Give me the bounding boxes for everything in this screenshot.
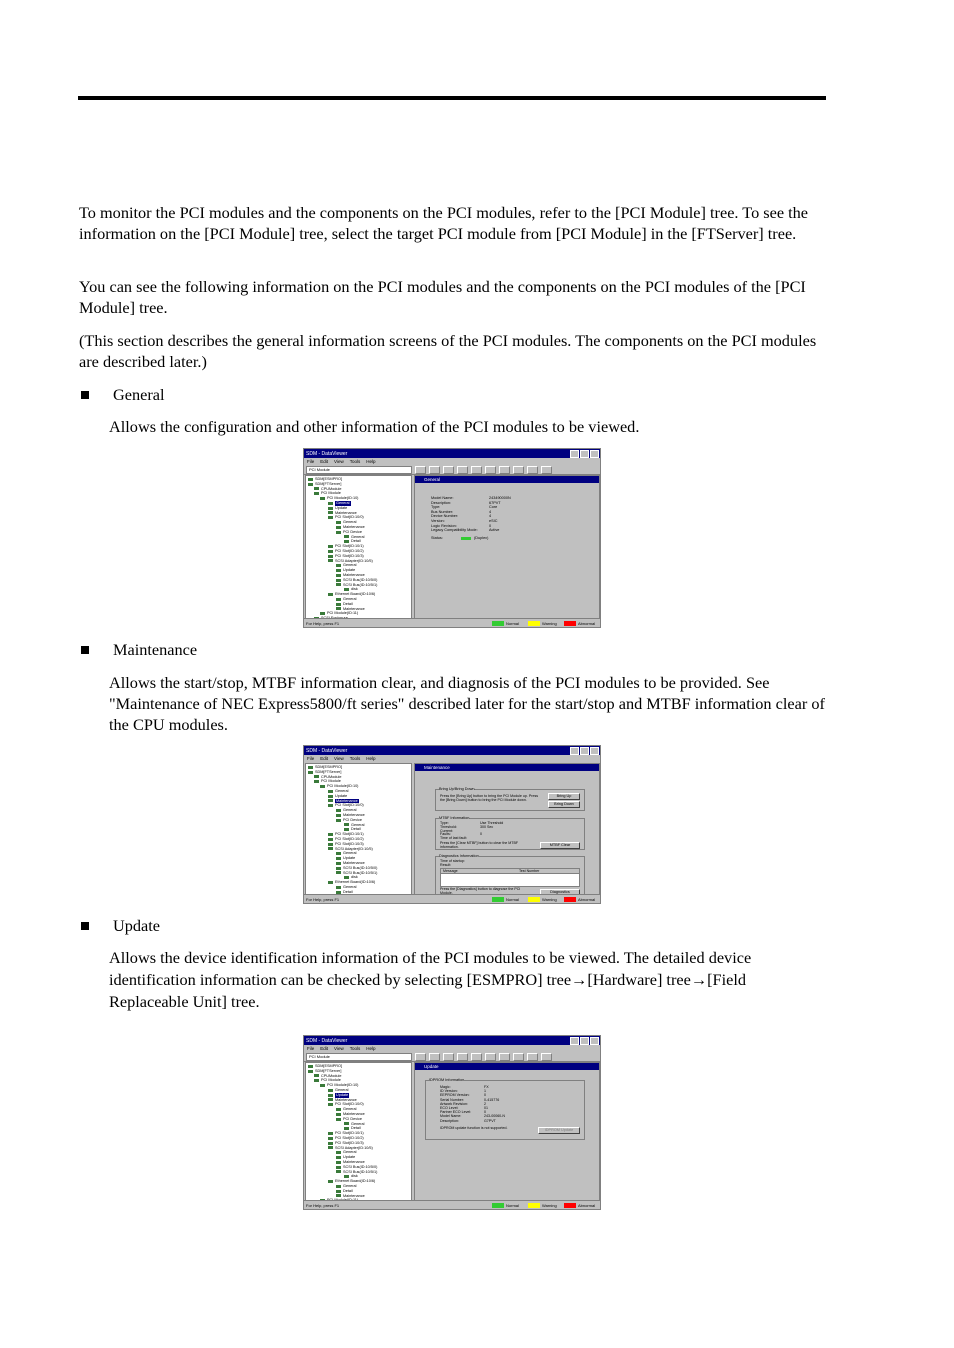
tree-node-icon [320,497,325,500]
tree-node-icon [320,785,325,788]
mtbf-group: MTBF Information Type: Use Threshold Threshold: 300 Sec Current: Faults: 0 Time of last fault: Press the [Clear MTBF] button to clear the MTBF information. MTBF Clear [435,818,585,850]
cut-icon[interactable] [457,1053,468,1061]
tree-node[interactable]: General [306,885,411,890]
detail-pane [414,1062,600,1201]
tree-node-icon [328,1142,333,1145]
tree-node[interactable]: SDM[ESMPRO] [306,1064,411,1069]
tree-node-icon [336,814,341,817]
tree-node-icon [336,871,341,874]
status-bar [304,1200,600,1209]
maximize-icon[interactable] [580,1037,589,1045]
tree-node-icon [328,843,333,846]
menu-view[interactable]: View [334,756,344,761]
legend-warning: Warning [528,621,562,626]
menu-file[interactable]: File [307,459,315,464]
tree-node-icon [308,1070,313,1073]
idprom-update-button[interactable]: IDPROM Update [538,1127,580,1134]
tree-node-icon [344,1122,349,1125]
tree-node-icon [336,809,341,812]
tree-node[interactable]: SDM[FTServer] [306,482,411,487]
section-text-maintenance: Allows the start/stop, MTBF information clear, and diagnosis of the PCI modules to be provided. See "Maintenance of NEC Express5800/ft series" described later for the start/stop and MTBF information clear of the CPU modules. [109,673,825,734]
legend-abnormal: Abnormal [564,1203,598,1208]
detail-pane [414,763,600,895]
menu-bar [304,458,600,465]
tree-node-icon [336,564,341,567]
tree-node[interactable]: SDM[FTServer] [306,1069,411,1074]
tree-node-icon [344,1127,349,1130]
close-icon[interactable] [590,747,599,755]
tree-node-icon [320,1084,325,1087]
bring-text: Press the [Bring Up] button to bring the PCI Module up. Press the [Bring Down] button to bring the PCI Module down. [440,794,539,802]
tree-node-icon [344,828,349,831]
tree-node[interactable]: General [306,823,411,828]
tree-node[interactable]: General [306,851,411,856]
column-test-number[interactable]: Test Number [519,869,540,873]
tree-node-selected[interactable]: General [306,501,411,506]
view-icon[interactable] [513,1053,524,1061]
mtbf-text: Press the [Clear MTBF] button to clear the MTBF information. [440,841,519,849]
tree-node-icon [328,502,333,505]
tree-node-icon [336,1190,341,1193]
list-icon[interactable] [527,466,538,474]
tree-node[interactable]: SCSI Bus(ID:10/5/1) [306,583,411,588]
tree-node-icon [336,1161,341,1164]
tree-node[interactable]: PCI Module [306,1078,411,1083]
tree-node[interactable]: SDM[FTServer] [306,770,411,775]
tree-node[interactable]: Maintenance [306,1160,411,1165]
tree-node[interactable]: Ethernet Board(ID:10/6) [306,880,411,885]
tree-node-icon [328,833,333,836]
bullet-square-icon [81,922,89,930]
tree-pane [305,763,412,895]
tree-node-icon [336,607,341,610]
maximize-icon[interactable] [580,450,589,458]
tree-node[interactable]: PCI Module(ID:11) [306,1198,411,1201]
tree-node-icon [308,1065,313,1068]
tree-node[interactable]: Detail [306,1189,411,1194]
tree-node[interactable]: Detail [306,539,411,544]
screenshot-general [303,448,601,628]
window-titlebar [304,1036,600,1045]
section-heading-general [79,384,165,405]
tree-node[interactable]: disk [306,875,411,880]
tree-node-icon [336,569,341,572]
tree-node[interactable]: SCSI Bus(ID:10/5/0) [306,578,411,583]
minimize-icon[interactable] [570,450,579,458]
tree-node[interactable]: PCI Module [306,491,411,496]
tree-node-icon [336,531,341,534]
detail-header: General [415,476,599,483]
menu-file[interactable]: File [307,756,315,761]
tree-node[interactable]: Maintenance [306,511,411,516]
tree-node[interactable]: Maintenance [306,525,411,530]
tree-node-icon [336,819,341,822]
tree-node[interactable]: PCI Slot(ID:10/0) [306,803,411,808]
tree-node[interactable]: Maintenance [306,573,411,578]
tree-node-icon [314,775,319,778]
window-title: SDM - DataViewer [306,450,348,457]
maximize-icon[interactable] [580,747,589,755]
bullet-square-icon [81,646,89,654]
menu-view[interactable]: View [334,1046,344,1051]
tree-node-icon [336,603,341,606]
tree-node-icon [336,1151,341,1154]
tree-node-icon [344,588,349,591]
list-icon[interactable] [527,1053,538,1061]
section-heading-label: General [113,385,165,404]
tree-node[interactable]: SCSI Bus(ID:10/5/1) [306,1170,411,1175]
tree-pane [305,1062,412,1201]
tree-node[interactable]: PCI Module(ID:10) [306,784,411,789]
tree-node-icon [328,559,333,562]
tree-node[interactable]: SCSI Adapter(ID:10/5) [306,847,411,852]
tree-node[interactable]: PCI Slot(ID:10/2) [306,549,411,554]
tree-node[interactable]: Maintenance [306,1112,411,1117]
tree-node-icon [336,1185,341,1188]
tree-node[interactable]: General [306,535,411,540]
tree-node-icon [336,867,341,870]
tree-node[interactable]: PCI Module(ID:10) [306,496,411,501]
tree-node-icon [328,799,333,802]
tree-node[interactable]: disk [306,587,411,592]
tree-node-icon [328,555,333,558]
idprom-group: IDPROM Information Magic: FX ID Version: 1 EEPROM Version: 0 Serial Number: 0-415776 Artwork Revision: 2 ECO Level: 01 Partner ECO Level: 0 Model Name: 243-00060-N Description: G7PVT IDPROM update function is not supported. IDPROM Update [425,1080,585,1140]
tree-node-icon [336,857,341,860]
status-help: For Help, press F1 [306,896,340,902]
close-icon[interactable] [590,450,599,458]
tree-node-icon [336,886,341,889]
idprom-fields: Magic: FX ID Version: 1 EEPROM Version: 0 Serial Number: 0-415776 Artwork Revision: 2 ECO Level: 01 Partner ECO Level: 0 Model Name: 243-00060-N Description: G7PVT [440,1085,505,1123]
detail-pane [414,475,600,619]
tree-combo[interactable]: PCI Module [306,1053,412,1061]
status-bar [304,894,600,903]
tree-node-icon [344,535,349,538]
section-heading-label: Update [113,916,161,935]
intro-paragraph-3: (This section describes the general information screens of the PCI modules. The components on the PCI modules are described later.) [79,331,817,371]
section-text-update: Allows the device identification information of the PCI modules to be viewed. The detailed device identification information can be checked by selecting [ESMPRO] tree→[Hardware] tree→[Field Replaceable Unit] tree. [109,948,752,1011]
tree-node-selected[interactable]: Update [306,1093,411,1098]
toolbar [304,1052,600,1062]
tree-node[interactable]: Update [306,1155,411,1160]
tree-node[interactable]: PCI Slot(ID:10/3) [306,554,411,559]
tree-node-icon [308,478,313,481]
menu-edit[interactable]: Edit [320,1046,329,1051]
status-help: For Help, press F1 [306,620,340,626]
bring-down-button[interactable]: Bring Down [548,801,580,808]
tree-node[interactable]: PCI Device [306,530,411,535]
tree-node[interactable]: CPUModule [306,1074,411,1079]
section-text-general: Allows the configuration and other information of the PCI modules to be viewed. [109,417,640,436]
field-row: Legacy Compatibility Mode: Active [431,528,500,533]
tree-node-icon [336,579,341,582]
diagnostics-text: Press the [Diagnostics] button to diagnose the PCI Module. [440,887,521,895]
tree-node[interactable]: CPUModule [306,487,411,492]
delete-icon[interactable] [499,1053,510,1061]
tree-node-icon [336,583,341,586]
paste-icon[interactable] [485,1053,496,1061]
bullet-square-icon [81,391,89,399]
header-rule [78,96,826,100]
copy-icon[interactable] [471,1053,482,1061]
tree-node[interactable]: SDM[ESMPRO] [306,477,411,482]
copy-icon[interactable] [471,466,482,474]
tree-node-icon [314,1079,319,1082]
delete-icon[interactable] [499,466,510,474]
tree-node-selected[interactable]: Maintenance [306,799,411,804]
tree-node[interactable]: CPUModule [306,775,411,780]
detail-header: Maintenance [415,764,599,771]
field-row: Description: 67PVT [431,500,501,505]
tree-node-icon [308,766,313,769]
bring-group: Bring Up/Bring Down Press the [Bring Up] button to bring the PCI Module up. Press the [Bring Down] button to bring the PCI Module down. Bring Up Bring Down [435,789,585,811]
tree-node[interactable]: SCSI Enclosure [306,616,411,619]
forward-icon[interactable] [443,1053,454,1061]
window-title: SDM - DataViewer [306,1037,348,1044]
field-row: Type: Core [431,505,498,510]
up-icon[interactable] [415,1053,426,1061]
tree-node-icon [328,507,333,510]
tree-node[interactable]: SCSI Adapter(ID:10/5) [306,1146,411,1151]
tree-node[interactable]: General [306,1184,411,1189]
back-icon[interactable] [429,1053,440,1061]
window-titlebar [304,449,600,458]
status-bar [304,618,600,627]
tree-node-icon [328,550,333,553]
tree-node[interactable]: Maintenance [306,1098,411,1103]
tree-node-icon [314,1074,319,1077]
field-row: Logic Revision: 0 [431,523,492,528]
menu-bar [304,1045,600,1052]
tree-node[interactable]: Detail [306,602,411,607]
tree-node-icon [328,1103,333,1106]
status-row: Status: (Duplex) [431,535,489,540]
tree-node-icon [328,790,333,793]
field-row: Model Name: 243490000N [431,496,511,500]
tree-node[interactable]: General [306,1107,411,1112]
tree-node-icon [336,862,341,865]
tree-node[interactable]: Update [306,794,411,799]
close-icon[interactable] [590,1037,599,1045]
tree-node-icon [314,487,319,490]
tree-node-icon [314,492,319,495]
tree-node-icon [328,1098,333,1101]
detail-icon[interactable] [541,1053,552,1061]
tree-node[interactable]: Detail [306,1126,411,1131]
idprom-note: IDPROM update function is not supported. [440,1126,508,1130]
tree-node-icon [328,1094,333,1097]
tree-node[interactable]: General [306,563,411,568]
tree-node-icon [336,1194,341,1197]
tree-node-icon [344,823,349,826]
tree-node[interactable]: PCI Slot(ID:10/3) [306,842,411,847]
tree-node-icon [344,1175,349,1178]
tree-node-icon [328,1132,333,1135]
menu-file[interactable]: File [307,1046,315,1051]
tree-node-icon [314,780,319,783]
tree-node[interactable]: PCI Module [306,779,411,784]
tree-node[interactable]: General [306,520,411,525]
tree-node[interactable]: PCI Slot(ID:10/2) [306,837,411,842]
menu-help[interactable]: Help [366,1046,376,1051]
tree-node-icon [328,1089,333,1092]
tree-node[interactable]: PCI Slot(ID:10/1) [306,1131,411,1136]
tree-node[interactable]: Maintenance [306,1194,411,1199]
tree-node-icon [336,521,341,524]
tree-node-icon [336,598,341,601]
tree-node-icon [336,1118,341,1121]
tree-node-icon [328,881,333,884]
tree-node[interactable]: Update [306,568,411,573]
tree-node[interactable]: Detail [306,890,411,895]
tree-combo[interactable]: PCI Module [306,466,412,474]
tree-node-icon [336,1108,341,1111]
tree-node[interactable]: disk [306,1174,411,1179]
legend-abnormal: Abnormal [564,897,598,902]
tree-node-icon [344,540,349,543]
detail-icon[interactable] [541,466,552,474]
tree-node[interactable]: Maintenance [306,813,411,818]
tree-node-icon [328,516,333,519]
tree-node[interactable]: Maintenance [306,861,411,866]
view-icon[interactable] [513,466,524,474]
tree-node[interactable]: PCI Slot(ID:10/0) [306,515,411,520]
tree-node[interactable]: PCI Module(ID:10) [306,1083,411,1088]
mtbf-clear-button[interactable]: MTBF Clear [540,842,580,849]
tree-node[interactable]: Detail [306,827,411,832]
window-title: SDM - DataViewer [306,747,348,754]
tree-node-icon [336,1170,341,1173]
menu-help[interactable]: Help [366,459,376,464]
screenshot-update [303,1035,601,1210]
tree-node-icon [336,1156,341,1159]
section-heading-maintenance [79,639,197,660]
intro-paragraph-1: To monitor the PCI modules and the components on the PCI modules, refer to the [PCI Module] tree. To see the information on the [PCI Module] tree, select the target PCI module from [PCI Module] in the [FTServer] tree. [79,203,809,243]
field-row: Device Number: 4 [431,514,492,519]
menu-bar [304,755,600,762]
tree-node-icon [336,1113,341,1116]
tree-node[interactable]: SCSI Bus(ID:10/5/0) [306,866,411,871]
bring-up-button[interactable]: Bring Up [548,793,580,800]
tree-node-icon [336,574,341,577]
tree-node-icon [328,804,333,807]
tree-node-icon [328,545,333,548]
tree-node-icon [336,526,341,529]
menu-view[interactable]: View [334,459,344,464]
tree-node-icon [328,593,333,596]
tree-node-icon [336,852,341,855]
tree-node[interactable]: General [306,789,411,794]
menu-tools[interactable]: Tools [349,1046,361,1051]
toolbar [304,465,600,475]
tree-node[interactable]: PCI Slot(ID:10/0) [306,1102,411,1107]
detail-header: Update [415,1063,599,1070]
tree-node-icon [328,838,333,841]
tree-node[interactable]: PCI Slot(ID:10/3) [306,1141,411,1146]
forward-icon[interactable] [443,466,454,474]
window-titlebar [304,746,600,755]
menu-edit[interactable]: Edit [320,756,329,761]
diagnostics-button[interactable]: Diagnostics [540,889,580,895]
tree-node[interactable]: PCI Slot(ID:10/2) [306,1136,411,1141]
up-icon[interactable] [415,466,426,474]
screenshot-maintenance [303,745,601,904]
tree-node-icon [320,612,325,615]
tree-node[interactable]: Maintenance [306,607,411,612]
legend-warning: Warning [528,897,562,902]
tree-node-icon [328,847,333,850]
tree-node[interactable]: Ethernet Board(ID:10/6) [306,592,411,597]
minimize-icon[interactable] [570,747,579,755]
tree-node-icon [328,795,333,798]
back-icon[interactable] [429,466,440,474]
tree-node[interactable]: PCI Slot(ID:10/1) [306,832,411,837]
legend-abnormal: Abnormal [564,621,598,626]
status-badge [461,537,471,540]
tree-node[interactable]: General [306,597,411,602]
tree-node-icon [308,771,313,774]
tree-node[interactable]: General [306,1150,411,1155]
cut-icon[interactable] [457,466,468,474]
tree-node[interactable]: General [306,1088,411,1093]
section-heading-update [79,915,160,936]
tree-node-icon [308,483,313,486]
tree-node[interactable]: SCSI Bus(ID:10/5/1) [306,871,411,876]
tree-node[interactable]: Update [306,856,411,861]
tree-node[interactable]: Update [306,506,411,511]
tree-node-icon [328,511,333,514]
tree-node[interactable]: PCI Module(ID:11) [306,611,411,616]
tree-node[interactable]: PCI Device [306,818,411,823]
tree-node-icon [328,1146,333,1149]
intro-paragraph-2: You can see the following information on the PCI modules and the components on the PCI modules of the [PCI Module] tree. [79,277,806,317]
status-help: For Help, press F1 [306,1202,340,1208]
tree-node[interactable]: PCI Device [306,1117,411,1122]
tree-node-icon [328,1180,333,1183]
paste-icon[interactable] [485,466,496,474]
mtbf-fields: Type: Use Threshold Threshold: 300 Sec Current: Faults: 0 Time of last fault: [440,821,504,841]
diagnostics-group: Diagnostics Information Time of startup: Result: Message Test Number Press the [Diagnostics] button to diagnose the PCI Module. Diagnostics [435,856,585,895]
field-row: Version: eSIC [431,518,498,523]
tree-node[interactable]: General [306,808,411,813]
tree-node[interactable]: SCSI Adapter(ID:10/5) [306,559,411,564]
tree-node-icon [336,1166,341,1169]
minimize-icon[interactable] [570,1037,579,1045]
diagnostics-list[interactable] [440,868,580,887]
general-fields [431,496,511,540]
menu-help[interactable]: Help [366,756,376,761]
tree-node[interactable]: SCSI Bus(ID:10/5/0) [306,1165,411,1170]
tree-node[interactable]: Ethernet Board(ID:10/6) [306,1179,411,1184]
tree-pane [305,475,412,619]
tree-node[interactable]: General [306,1122,411,1127]
tree-node[interactable]: SDM[ESMPRO] [306,765,411,770]
tree-node[interactable]: PCI Slot(ID:10/1) [306,544,411,549]
menu-edit[interactable]: Edit [320,459,329,464]
section-heading-label: Maintenance [113,640,198,659]
legend-normal: Normal [492,621,526,626]
field-row: Bus Number: 4 [431,509,492,514]
legend-normal: Normal [492,1203,526,1208]
column-message[interactable]: Message [443,869,458,873]
menu-tools[interactable]: Tools [349,756,361,761]
tree-node-icon [328,1137,333,1140]
tree-node-icon [344,876,349,879]
legend-warning: Warning [528,1203,562,1208]
menu-tools[interactable]: Tools [349,459,361,464]
legend-normal: Normal [492,897,526,902]
